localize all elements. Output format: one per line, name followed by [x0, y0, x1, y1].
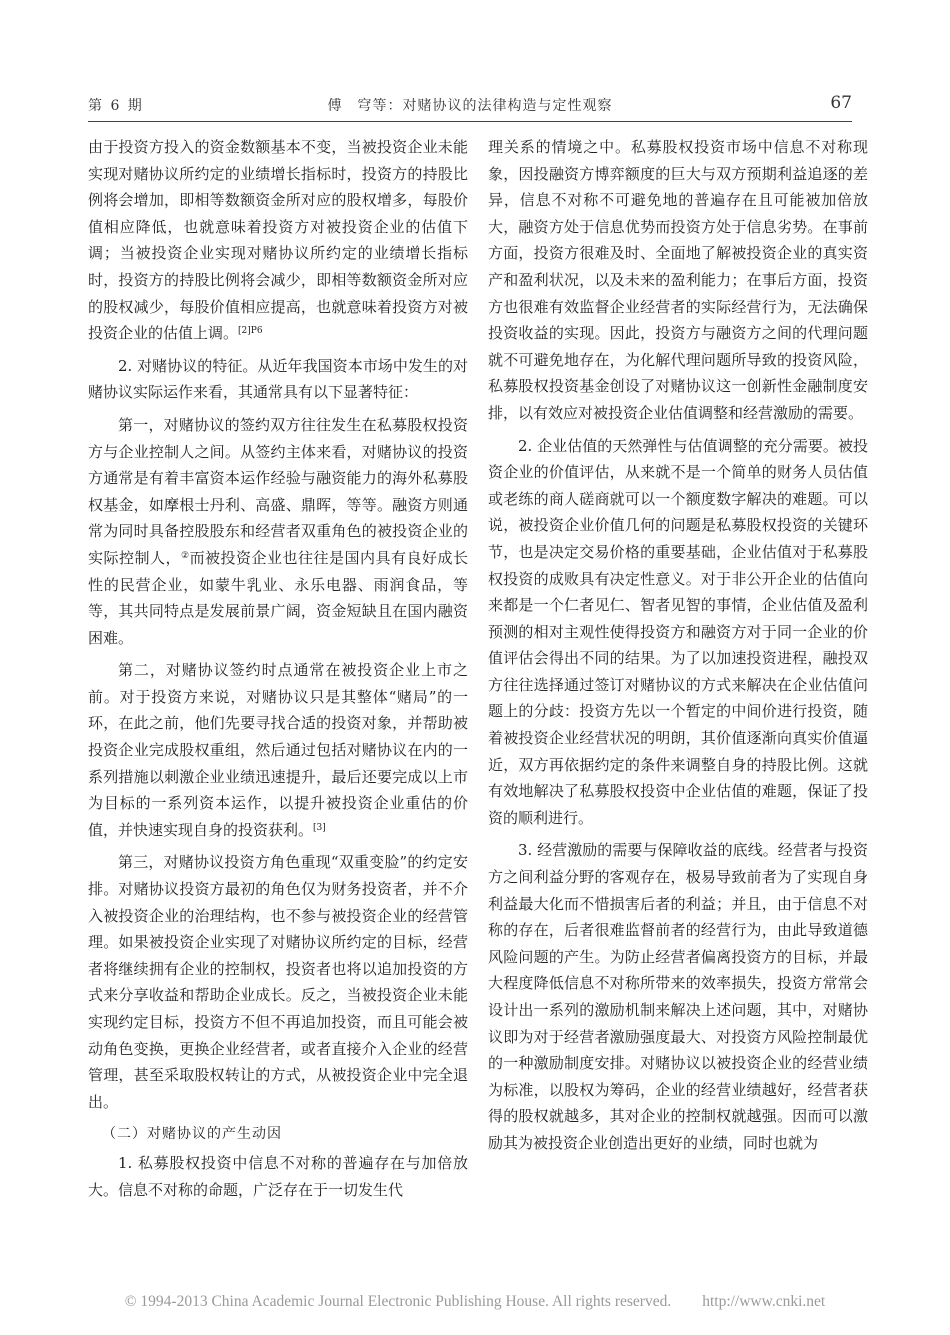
paragraph-text: 第二，对赌协议签约时点通常在被投资企业上市之前。对于投资方来说，对赌协议只是其整体“赌局”的一环，在此之前，他们先要寻找合适的投资对象，并帮助被投资企业完成股权重组，然后通过包括对赌协议在内的一系列措施以刺激企业业绩迅速提升，最后还要完成以上市为目标的一系列资本运作，以提升被投资企业重估的价值，并快速实现自身的投资获利。	[88, 661, 468, 839]
copyright-footer: © 1994-2013 China Academic Journal Electronic Publishing House. All rights reserved. http://www.cnki.net	[124, 1293, 826, 1310]
page-number: 67	[830, 93, 852, 113]
citation-ref: [2]P6	[238, 326, 263, 337]
header-rule	[88, 121, 852, 122]
paragraph-motive-1: 1. 私募股权投资中信息不对称的普遍存在与加倍放大。信息不对称的命题，广泛存在于一切发生代	[88, 1153, 468, 1199]
issue-label: 第 6 期	[88, 98, 144, 114]
left-column	[88, 134, 468, 1203]
paragraph-text: 第一，对赌协议的签约双方往往发生在私募股权投资方与企业控制人之间。从签约主体来看，对赌协议的投资方通常是有着丰富资本运作经验与融资能力的海外私募股权基金，如摩根士丹利、高盛、鼎晖，等等。融资方则通常为同时具备控股股东和经营者双重角色的被投资企业的实际控制人，	[88, 415, 468, 567]
paragraph-feature-2	[88, 657, 468, 843]
paragraph-continued: 理关系的情境之中。私募股权投资市场中信息不对称现象，因投融资方博弈额度的巨大与双方预期利益追逐的差异，信息不对称不可避免地的普遍存在且可能被加倍放大，融资方处于信息优势而投资方处于信息劣势。在事前方面，投资方很难及时、全面地了解被投资企业的真实资产和盈利状况，以及未来的盈利能力；在事后方面，投资方也很难有效监督企业经营者的实际经营行为，无法确保投资收益的实现。因此，投资方与融资方之间的代理问题就不可避免地存在，为化解代理问题所导致的投资风险，私募股权投资基金创设了对赌协议这一创新性金融制度安排，以有效应对被投资企业估值调整和经营激励的需要。	[488, 138, 868, 422]
citation-ref: [3]	[313, 822, 326, 833]
footnote-marker: ②	[180, 550, 190, 561]
paragraph-text: 而被投资企业也往往是国内具有良好成长性的民营企业，如蒙牛乳业、永乐电器、雨润食品，等等，其共同特点是发展前景广阔，资金短缺且在国内融资困难。	[88, 548, 468, 647]
running-title: 傅 穹等：对赌协议的法律构造与定性观察	[327, 98, 613, 114]
paragraph-motive-3: 3. 经营激励的需要与保障收益的底线。经营者与投资方之间利益分野的客观存在，极易导致前者为了实现自身利益最大化而不惜损害后者的利益；并且，由于信息不对称的存在，后者很难监督前者的经营行为，由此导致道德风险问题的产生。为防止经营者偏离投资方的目标，并最大程度降低信息不对称所带来的效率损失，投资方常常会设计出一系列的激励机制来解决上述问题，其中，对赌协议即为对于经营者激励强度最大、对投资方风险控制最优的一种激励制度安排。对赌协议以被投资企业的经营业绩为标准，以股权为筹码，企业的经营业绩越好，经营者获得的股权就越多，其对企业的控制权就越强。因而可以激励其为被投资企业创造出更好的业绩，同时也就为	[488, 841, 868, 1152]
paragraph-feature-1	[88, 412, 468, 651]
paragraph-feature-3: 第三，对赌协议投资方角色重现“双重变脸”的约定安排。对赌协议投资方最初的角色仅为财务投资者，并不介入被投资企业的治理结构，也不参与被投资企业的经营管理。如果被投资企业实现了对赌协议所约定的目标，经营者将继续拥有企业的控制权，投资者也将以追加投资的方式来分享收益和帮助企业成长。反之，当被投资企业未能实现约定目标，投资方不但不再追加投资，而且可能会被动角色变换，更换企业经营者，或者直接介入企业的经营管理，甚至采取股权转让的方式，从被投资企业中完全退出。	[88, 853, 468, 1111]
section-heading: （二）对赌协议的产生动因	[102, 1126, 282, 1143]
paragraph-continued	[88, 134, 468, 347]
running-header	[88, 95, 852, 119]
paragraph-text: 由于投资方投入的资金数额基本不变，当被投资企业未能实现对赌协议所约定的业绩增长指标时，投资方的持股比例将会增加，即相等数额资金所对应的股权增多，每股价值相应降低，也就意味着投资方对被投资企业的估值下调；当被投资企业实现对赌协议所约定的业绩增长指标时，投资方的持股比例将会减少，即相等数额资金所对应的股权减少，每股价值相应提高，也就意味着投资方对被投资企业的估值上调。	[88, 138, 468, 343]
paragraph-motive-2: 2. 企业估值的天然弹性与估值调整的充分需要。被投资企业的价值评估，从来就不是一个简单的财务人员估值或老练的商人磋商就可以一个额度数字解决的难题。可以说，被投资企业价值几何的问题是私募股权投资的关键环节，也是决定交易价格的重要基础，企业估值对于私募股权投资的成败具有决定性意义。对于非公开企业的估值向来都是一个仁者见仁、智者见智的事情，企业估值及盈利预测的相对主观性使得投资方和融资方对于同一企业的价值评估会得出不同的结果。为了以加速投资进程，融投双方往往选择通过签订对赌协议的方式来解决在企业估值问题上的分歧：投资方先以一个暂定的中间价进行投资，随着被投资企业经营状况的明朗，其价值逐渐向真实价值逼近，双方再依据约定的条件来调整自身的持股比例。这就有效地解决了私募股权投资中企业估值的难题，保证了投资的顺利进行。	[488, 436, 868, 827]
paragraph-features-intro: 2. 对赌协议的特征。从近年我国资本市场中发生的对赌协议实际运作来看，其通常具有以下显著特征：	[88, 356, 468, 402]
right-column	[488, 134, 868, 1157]
